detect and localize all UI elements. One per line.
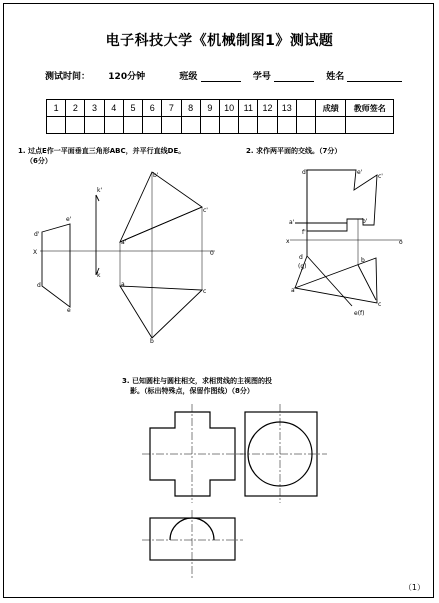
score-col-header: 12 [258,100,277,117]
score-col-header: 1 [47,100,66,117]
fig2-label-g: (g) [298,263,307,270]
fig1-label-o: 0 [210,250,214,257]
fig2-label-a-prime: a' [289,219,295,226]
figure-1-labels [33,172,214,345]
time-label: 测试时间： [45,72,91,82]
fig1-label-x: X [33,249,38,256]
fig2-label-x: x [286,238,290,245]
fig1-label-d: d [37,282,41,289]
score-col-header: 9 [200,100,219,117]
score-col-header: 5 [123,100,142,117]
fig2-label-e-prime: e' [357,169,363,176]
figure-3 [142,404,327,580]
fig1-trapezoid-de [42,224,70,307]
student-no-label: 学号 [252,72,271,82]
fig2-label-b-prime: b' [362,218,368,225]
fig1-label-k: k [97,272,101,279]
question-3-text: 3. 已知圆柱与圆柱相交，求相贯线的主视图的投 [122,377,272,385]
fig2-label-b: b [361,257,365,264]
score-col-header: 8 [181,100,200,117]
question-3-points: 影。（标出特殊点，保留作图线）（8分） [130,387,254,395]
page-title: 电子科技大学《机械制图1》测试题 [105,33,334,49]
question-2-text: 2. 求作两平面的交线。（7分） [246,147,342,155]
teacher-signature-header: 教师签名 [346,100,394,117]
class-label: 班级 [179,72,198,82]
score-col-header: 13 [277,100,296,117]
page-number: （1） [403,583,425,592]
score-col-header: 3 [85,100,104,117]
time-value: 120分钟 [108,72,146,82]
fig1-label-k-prime: k' [97,187,103,194]
name-label: 姓名 [326,72,345,82]
question-1-points: （6分） [26,157,52,165]
fig1-line-ac-front [120,207,202,242]
figure-2 [290,170,402,306]
fig2-label-d: d [299,254,303,261]
fig1-label-e-prime: e' [66,216,72,223]
fig1-label-a: a [121,281,125,288]
fig1-triangle-front [120,172,202,242]
score-col-header: 7 [162,100,181,117]
fig2-label-o: o [399,239,403,246]
fig1-label-b-prime: b' [153,172,159,179]
fig1-label-c: c [203,288,207,295]
fig2-label-c: c [378,301,382,308]
fig1-label-c-prime: c' [203,207,208,214]
score-col-header: 2 [66,100,85,117]
question-1-text: 1. 过点E作一平面垂直三角形ABC，并平行直线DE。 [18,147,186,155]
fig1-label-d-prime: d' [34,231,40,238]
score-col-header: 10 [219,100,238,117]
score-col-header: 6 [143,100,162,117]
figure-2-labels [286,169,403,317]
score-col-header: 4 [104,100,123,117]
fig1-label-b: b [150,338,154,345]
fig1-triangle-top [120,286,202,338]
fig2-top-triangle [295,258,377,303]
fig2-top-bc [358,265,376,300]
score-total-header: 成绩 [316,100,346,117]
score-col-header: 11 [239,100,258,117]
fig2-label-c-prime: c' [378,173,383,180]
fig1-label-e: e [67,307,71,314]
fig2-label-a: a [291,287,295,294]
fig2-label-d-prime: d' [302,169,308,176]
fig3-top-view [150,518,235,560]
fig2-label-e-f: e(f) [354,310,365,317]
fig2-label-f-prime: f' [302,229,306,236]
fig1-label-a-prime: a' [121,239,127,246]
